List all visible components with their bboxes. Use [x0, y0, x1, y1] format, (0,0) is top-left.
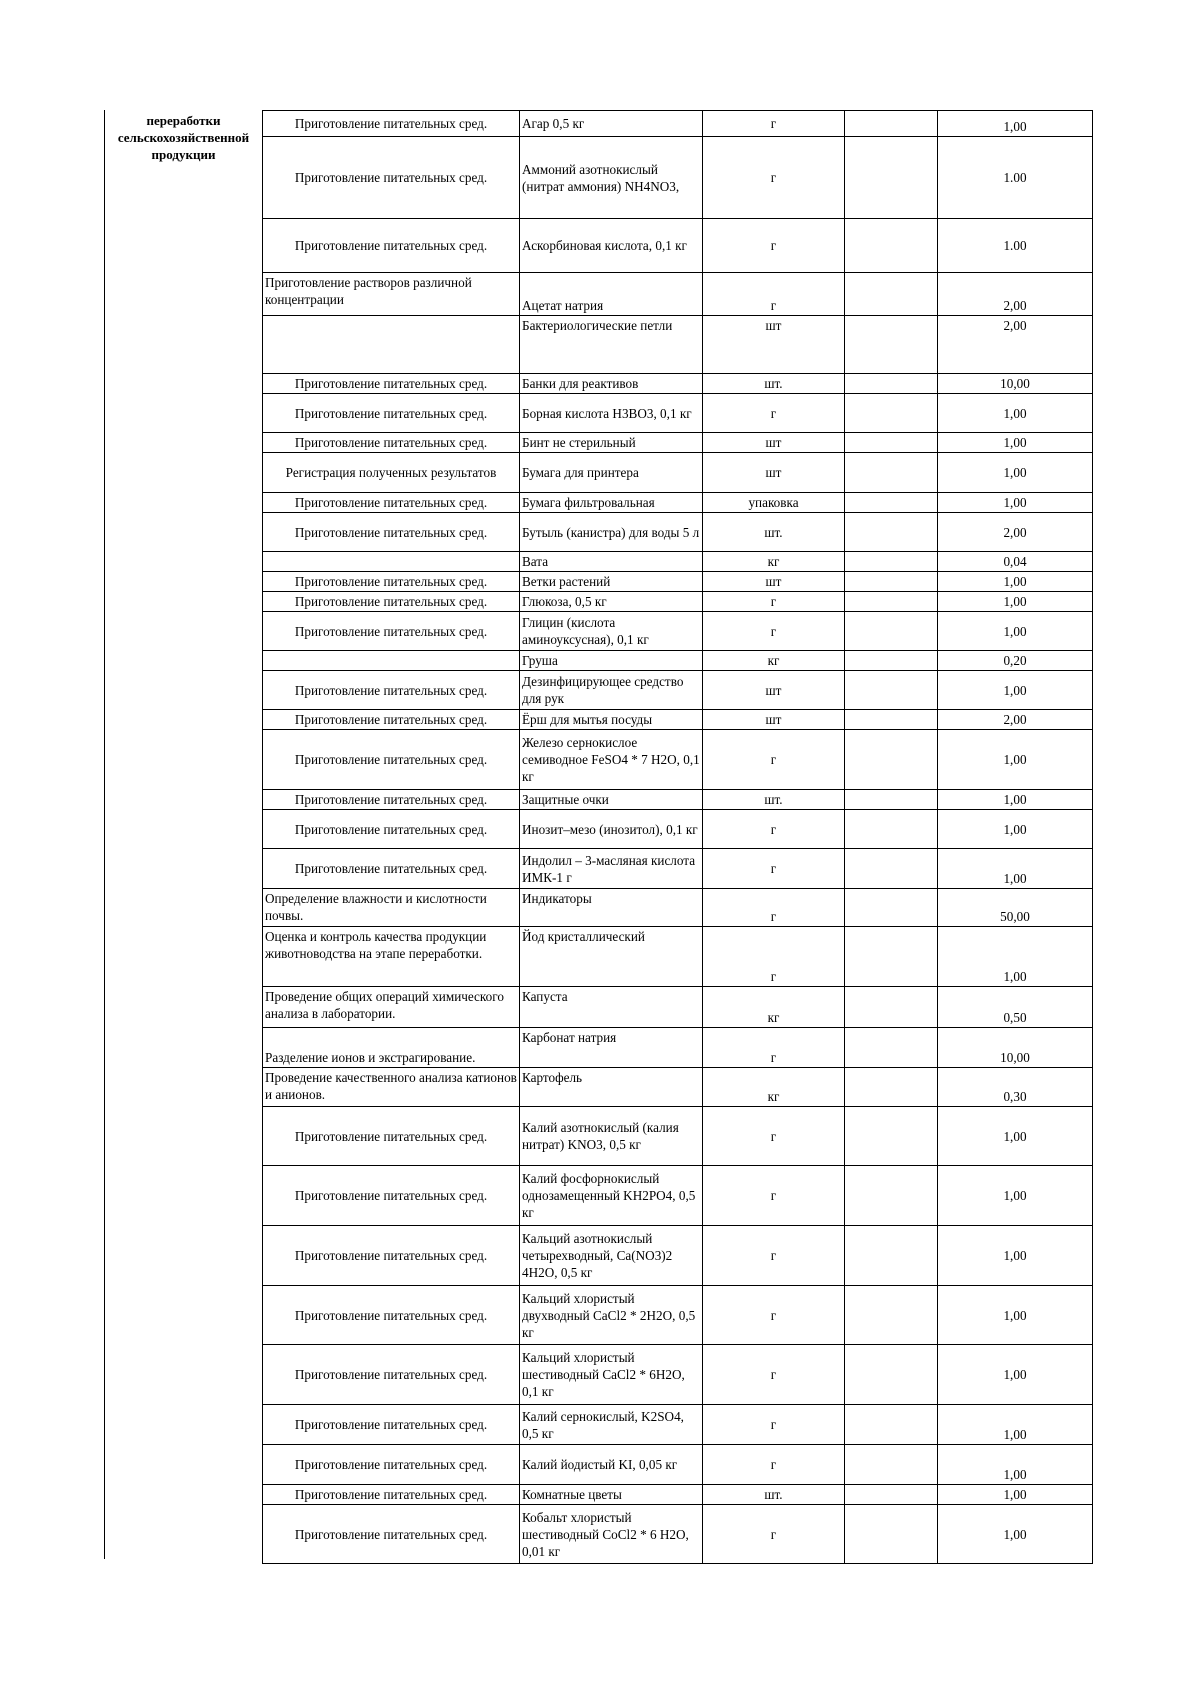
- blank-cell: [845, 987, 938, 1028]
- quantity-cell: 1.00: [938, 137, 1093, 219]
- blank-cell: [845, 889, 938, 927]
- activity-cell: Приготовление питательных сред.: [263, 493, 520, 513]
- item-name-cell: Бумага фильтровальная: [520, 493, 703, 513]
- section-label: переработки сельскохозяйственной продукции: [117, 113, 250, 162]
- quantity-cell: 1,00: [938, 1226, 1093, 1286]
- table-row: [263, 1405, 1093, 1445]
- blank-cell: [845, 710, 938, 730]
- blank-cell: [845, 1166, 938, 1226]
- item-name-cell: Кальций азотнокислый четырехводный, Ca(NO3)2 4H2O, 0,5 кг: [520, 1226, 703, 1286]
- activity-cell: Оценка и контроль качества продукции животноводства на этапе переработки.: [263, 927, 520, 987]
- item-name-cell: Бактериологические петли: [520, 316, 703, 374]
- quantity-cell: 1,00: [938, 671, 1093, 710]
- blank-cell: [845, 612, 938, 651]
- activity-cell: Приготовление питательных сред.: [263, 810, 520, 849]
- item-name-cell: Груша: [520, 651, 703, 671]
- quantity-cell: 1,00: [938, 433, 1093, 453]
- quantity-cell: 1,00: [938, 1405, 1093, 1445]
- blank-cell: [845, 111, 938, 137]
- activity-cell: Приготовление питательных сред.: [263, 671, 520, 710]
- table-row: [263, 1445, 1093, 1485]
- item-name-cell: Капуста: [520, 987, 703, 1028]
- activity-cell: Приготовление питательных сред.: [263, 730, 520, 790]
- activity-cell: Приготовление питательных сред.: [263, 1345, 520, 1405]
- unit-cell: г: [703, 592, 845, 612]
- quantity-cell: 0,04: [938, 552, 1093, 572]
- blank-cell: [845, 513, 938, 552]
- activity-cell: Приготовление питательных сред.: [263, 137, 520, 219]
- table-row: [263, 710, 1093, 730]
- quantity-cell: 1,00: [938, 394, 1093, 433]
- blank-cell: [845, 1505, 938, 1564]
- item-name-cell: Картофель: [520, 1068, 703, 1107]
- activity-cell: Приготовление питательных сред.: [263, 790, 520, 810]
- blank-cell: [845, 1226, 938, 1286]
- activity-cell: Приготовление питательных сред.: [263, 612, 520, 651]
- table-row: [263, 889, 1093, 927]
- unit-cell: г: [703, 1505, 845, 1564]
- table-row: [263, 730, 1093, 790]
- table-row: [263, 592, 1093, 612]
- unit-cell: г: [703, 219, 845, 273]
- item-name-cell: Банки для реактивов: [520, 374, 703, 394]
- activity-cell: Приготовление питательных сред.: [263, 433, 520, 453]
- activity-cell: Приготовление питательных сред.: [263, 1286, 520, 1345]
- unit-cell: г: [703, 1345, 845, 1405]
- item-name-cell: Индолил – 3-масляная кислота ИМК-1 г: [520, 849, 703, 889]
- quantity-cell: 1,00: [938, 1485, 1093, 1505]
- table-row: [263, 927, 1093, 987]
- item-name-cell: Глюкоза, 0,5 кг: [520, 592, 703, 612]
- activity-cell: Приготовление питательных сред.: [263, 1485, 520, 1505]
- unit-cell: кг: [703, 987, 845, 1028]
- table-row: [263, 810, 1093, 849]
- table-row: [263, 987, 1093, 1028]
- table-row: [263, 572, 1093, 592]
- table-row: [263, 316, 1093, 374]
- quantity-cell: 1,00: [938, 1286, 1093, 1345]
- activity-cell: Приготовление питательных сред.: [263, 849, 520, 889]
- quantity-cell: 2,00: [938, 273, 1093, 316]
- blank-cell: [845, 374, 938, 394]
- quantity-cell: 1,00: [938, 1445, 1093, 1485]
- item-name-cell: Бумага для принтера: [520, 453, 703, 493]
- quantity-cell: 1,00: [938, 572, 1093, 592]
- unit-cell: г: [703, 1445, 845, 1485]
- activity-cell: [263, 651, 520, 671]
- quantity-cell: 1,00: [938, 810, 1093, 849]
- item-name-cell: Агар 0,5 кг: [520, 111, 703, 137]
- activity-cell: [263, 316, 520, 374]
- quantity-cell: 1,00: [938, 1107, 1093, 1166]
- activity-cell: Определение влажности и кислотности почвы.: [263, 889, 520, 927]
- table-row: [263, 1107, 1093, 1166]
- unit-cell: упаковка: [703, 493, 845, 513]
- unit-cell: г: [703, 927, 845, 987]
- activity-cell: Приготовление питательных сред.: [263, 394, 520, 433]
- unit-cell: шт: [703, 710, 845, 730]
- activity-cell: Приготовление питательных сред.: [263, 513, 520, 552]
- unit-cell: г: [703, 273, 845, 316]
- table-row: [263, 1028, 1093, 1068]
- left-border-rule: [104, 110, 105, 1559]
- unit-cell: шт.: [703, 1485, 845, 1505]
- activity-cell: [263, 552, 520, 572]
- item-name-cell: Аммоний азотнокислый (нитрат аммония) NH4NO3,: [520, 137, 703, 219]
- item-name-cell: Борная кислота Н3ВО3, 0,1 кг: [520, 394, 703, 433]
- table-row: [263, 1505, 1093, 1564]
- quantity-cell: 2,00: [938, 710, 1093, 730]
- table-row: [263, 493, 1093, 513]
- blank-cell: [845, 453, 938, 493]
- quantity-cell: 1,00: [938, 453, 1093, 493]
- blank-cell: [845, 849, 938, 889]
- quantity-cell: 1,00: [938, 849, 1093, 889]
- quantity-cell: 0,30: [938, 1068, 1093, 1107]
- quantity-cell: 10,00: [938, 1028, 1093, 1068]
- quantity-cell: 1,00: [938, 730, 1093, 790]
- quantity-cell: 0,20: [938, 651, 1093, 671]
- activity-cell: Приготовление питательных сред.: [263, 1445, 520, 1485]
- table-row: [263, 790, 1093, 810]
- unit-cell: шт: [703, 316, 845, 374]
- unit-cell: г: [703, 1286, 845, 1345]
- unit-cell: г: [703, 394, 845, 433]
- equipment-table: [262, 110, 1093, 1564]
- quantity-cell: 50,00: [938, 889, 1093, 927]
- blank-cell: [845, 316, 938, 374]
- quantity-cell: 10,00: [938, 374, 1093, 394]
- table-row: [263, 374, 1093, 394]
- item-name-cell: Инозит–мезо (инозитол), 0,1 кг: [520, 810, 703, 849]
- item-name-cell: Дезинфицирующее средство для рук: [520, 671, 703, 710]
- table-row: [263, 1068, 1093, 1107]
- blank-cell: [845, 1405, 938, 1445]
- table-row: [263, 219, 1093, 273]
- blank-cell: [845, 1107, 938, 1166]
- item-name-cell: Комнатные цветы: [520, 1485, 703, 1505]
- table-row: [263, 1286, 1093, 1345]
- item-name-cell: Индикаторы: [520, 889, 703, 927]
- activity-cell: Разделение ионов и экстрагирование.: [263, 1028, 520, 1068]
- item-name-cell: Калий сернокислый, K2SO4, 0,5 кг: [520, 1405, 703, 1445]
- unit-cell: шт: [703, 572, 845, 592]
- item-name-cell: Ветки растений: [520, 572, 703, 592]
- unit-cell: шт.: [703, 513, 845, 552]
- activity-cell: Приготовление питательных сред.: [263, 1405, 520, 1445]
- item-name-cell: Йод кристаллический: [520, 927, 703, 987]
- blank-cell: [845, 671, 938, 710]
- table-row: [263, 273, 1093, 316]
- blank-cell: [845, 1445, 938, 1485]
- unit-cell: г: [703, 849, 845, 889]
- item-name-cell: Аскорбиновая кислота, 0,1 кг: [520, 219, 703, 273]
- blank-cell: [845, 433, 938, 453]
- item-name-cell: Глицин (кислота аминоуксусная), 0,1 кг: [520, 612, 703, 651]
- item-name-cell: Бутыль (канистра) для воды 5 л: [520, 513, 703, 552]
- item-name-cell: Ацетат натрия: [520, 273, 703, 316]
- activity-cell: Приготовление растворов различной концентрации: [263, 273, 520, 316]
- unit-cell: г: [703, 810, 845, 849]
- table-row: [263, 137, 1093, 219]
- table-row: [263, 1485, 1093, 1505]
- unit-cell: кг: [703, 651, 845, 671]
- unit-cell: кг: [703, 1068, 845, 1107]
- activity-cell: Приготовление питательных сред.: [263, 710, 520, 730]
- quantity-cell: 1,00: [938, 493, 1093, 513]
- item-name-cell: Калий фосфорнокислый однозамещенный KH2PO4, 0,5 кг: [520, 1166, 703, 1226]
- activity-cell: Проведение качественного анализа катионов и анионов.: [263, 1068, 520, 1107]
- table-row: [263, 671, 1093, 710]
- table-row: [263, 394, 1093, 433]
- table-row: [263, 552, 1093, 572]
- item-name-cell: Железо сернокислое семиводное FeSO4 * 7 H2O, 0,1 кг: [520, 730, 703, 790]
- unit-cell: шт.: [703, 790, 845, 810]
- blank-cell: [845, 394, 938, 433]
- activity-cell: Приготовление питательных сред.: [263, 219, 520, 273]
- table-row: [263, 612, 1093, 651]
- quantity-cell: 1,00: [938, 1345, 1093, 1405]
- blank-cell: [845, 927, 938, 987]
- activity-cell: Приготовление питательных сред.: [263, 1107, 520, 1166]
- unit-cell: шт: [703, 453, 845, 493]
- blank-cell: [845, 1068, 938, 1107]
- blank-cell: [845, 1485, 938, 1505]
- item-name-cell: Защитные очки: [520, 790, 703, 810]
- blank-cell: [845, 810, 938, 849]
- item-name-cell: Вата: [520, 552, 703, 572]
- table-row: [263, 433, 1093, 453]
- activity-cell: Приготовление питательных сред.: [263, 111, 520, 137]
- quantity-cell: 1,00: [938, 790, 1093, 810]
- activity-cell: Приготовление питательных сред.: [263, 1166, 520, 1226]
- item-name-cell: Кальций хлористый шестиводный CaCl2 * 6H2O, 0,1 кг: [520, 1345, 703, 1405]
- unit-cell: г: [703, 1405, 845, 1445]
- blank-cell: [845, 651, 938, 671]
- quantity-cell: 1,00: [938, 592, 1093, 612]
- blank-cell: [845, 592, 938, 612]
- blank-cell: [845, 730, 938, 790]
- unit-cell: г: [703, 612, 845, 651]
- quantity-cell: 0,50: [938, 987, 1093, 1028]
- table-row: [263, 1226, 1093, 1286]
- item-name-cell: Ёрш для мытья посуды: [520, 710, 703, 730]
- activity-cell: Приготовление питательных сред.: [263, 1505, 520, 1564]
- quantity-cell: 1,00: [938, 927, 1093, 987]
- blank-cell: [845, 219, 938, 273]
- blank-cell: [845, 790, 938, 810]
- item-name-cell: Калий азотнокислый (калия нитрат) KNO3, 0,5 кг: [520, 1107, 703, 1166]
- table-row: [263, 1345, 1093, 1405]
- blank-cell: [845, 552, 938, 572]
- quantity-cell: 1,00: [938, 1505, 1093, 1564]
- unit-cell: г: [703, 111, 845, 137]
- unit-cell: г: [703, 1226, 845, 1286]
- quantity-cell: 1.00: [938, 219, 1093, 273]
- activity-cell: Приготовление питательных сред.: [263, 374, 520, 394]
- quantity-cell: 1,00: [938, 111, 1093, 137]
- activity-cell: Приготовление питательных сред.: [263, 1226, 520, 1286]
- blank-cell: [845, 1286, 938, 1345]
- unit-cell: г: [703, 730, 845, 790]
- table-row: [263, 651, 1093, 671]
- blank-cell: [845, 137, 938, 219]
- item-name-cell: Калий йодистый KI, 0,05 кг: [520, 1445, 703, 1485]
- quantity-cell: 2,00: [938, 316, 1093, 374]
- activity-cell: Проведение общих операций химического анализа в лаборатории.: [263, 987, 520, 1028]
- blank-cell: [845, 1028, 938, 1068]
- table-row: [263, 849, 1093, 889]
- blank-cell: [845, 493, 938, 513]
- item-name-cell: Карбонат натрия: [520, 1028, 703, 1068]
- quantity-cell: 1,00: [938, 1166, 1093, 1226]
- unit-cell: шт: [703, 433, 845, 453]
- unit-cell: г: [703, 137, 845, 219]
- blank-cell: [845, 1345, 938, 1405]
- table-row: [263, 111, 1093, 137]
- table-row: [263, 1166, 1093, 1226]
- item-name-cell: Кальций хлористый двухводный CaCl2 * 2H2O, 0,5 кг: [520, 1286, 703, 1345]
- activity-cell: Приготовление питательных сред.: [263, 592, 520, 612]
- quantity-cell: 2,00: [938, 513, 1093, 552]
- table-row: [263, 453, 1093, 493]
- item-name-cell: Бинт не стерильный: [520, 433, 703, 453]
- unit-cell: г: [703, 1028, 845, 1068]
- activity-cell: Регистрация полученных результатов: [263, 453, 520, 493]
- table-row: [263, 513, 1093, 552]
- unit-cell: г: [703, 889, 845, 927]
- unit-cell: г: [703, 1107, 845, 1166]
- item-name-cell: Кобальт хлористый шестиводный CoCl2 * 6 H2O, 0,01 кг: [520, 1505, 703, 1564]
- unit-cell: г: [703, 1166, 845, 1226]
- blank-cell: [845, 273, 938, 316]
- unit-cell: кг: [703, 552, 845, 572]
- activity-cell: Приготовление питательных сред.: [263, 572, 520, 592]
- blank-cell: [845, 572, 938, 592]
- unit-cell: шт.: [703, 374, 845, 394]
- quantity-cell: 1,00: [938, 612, 1093, 651]
- unit-cell: шт: [703, 671, 845, 710]
